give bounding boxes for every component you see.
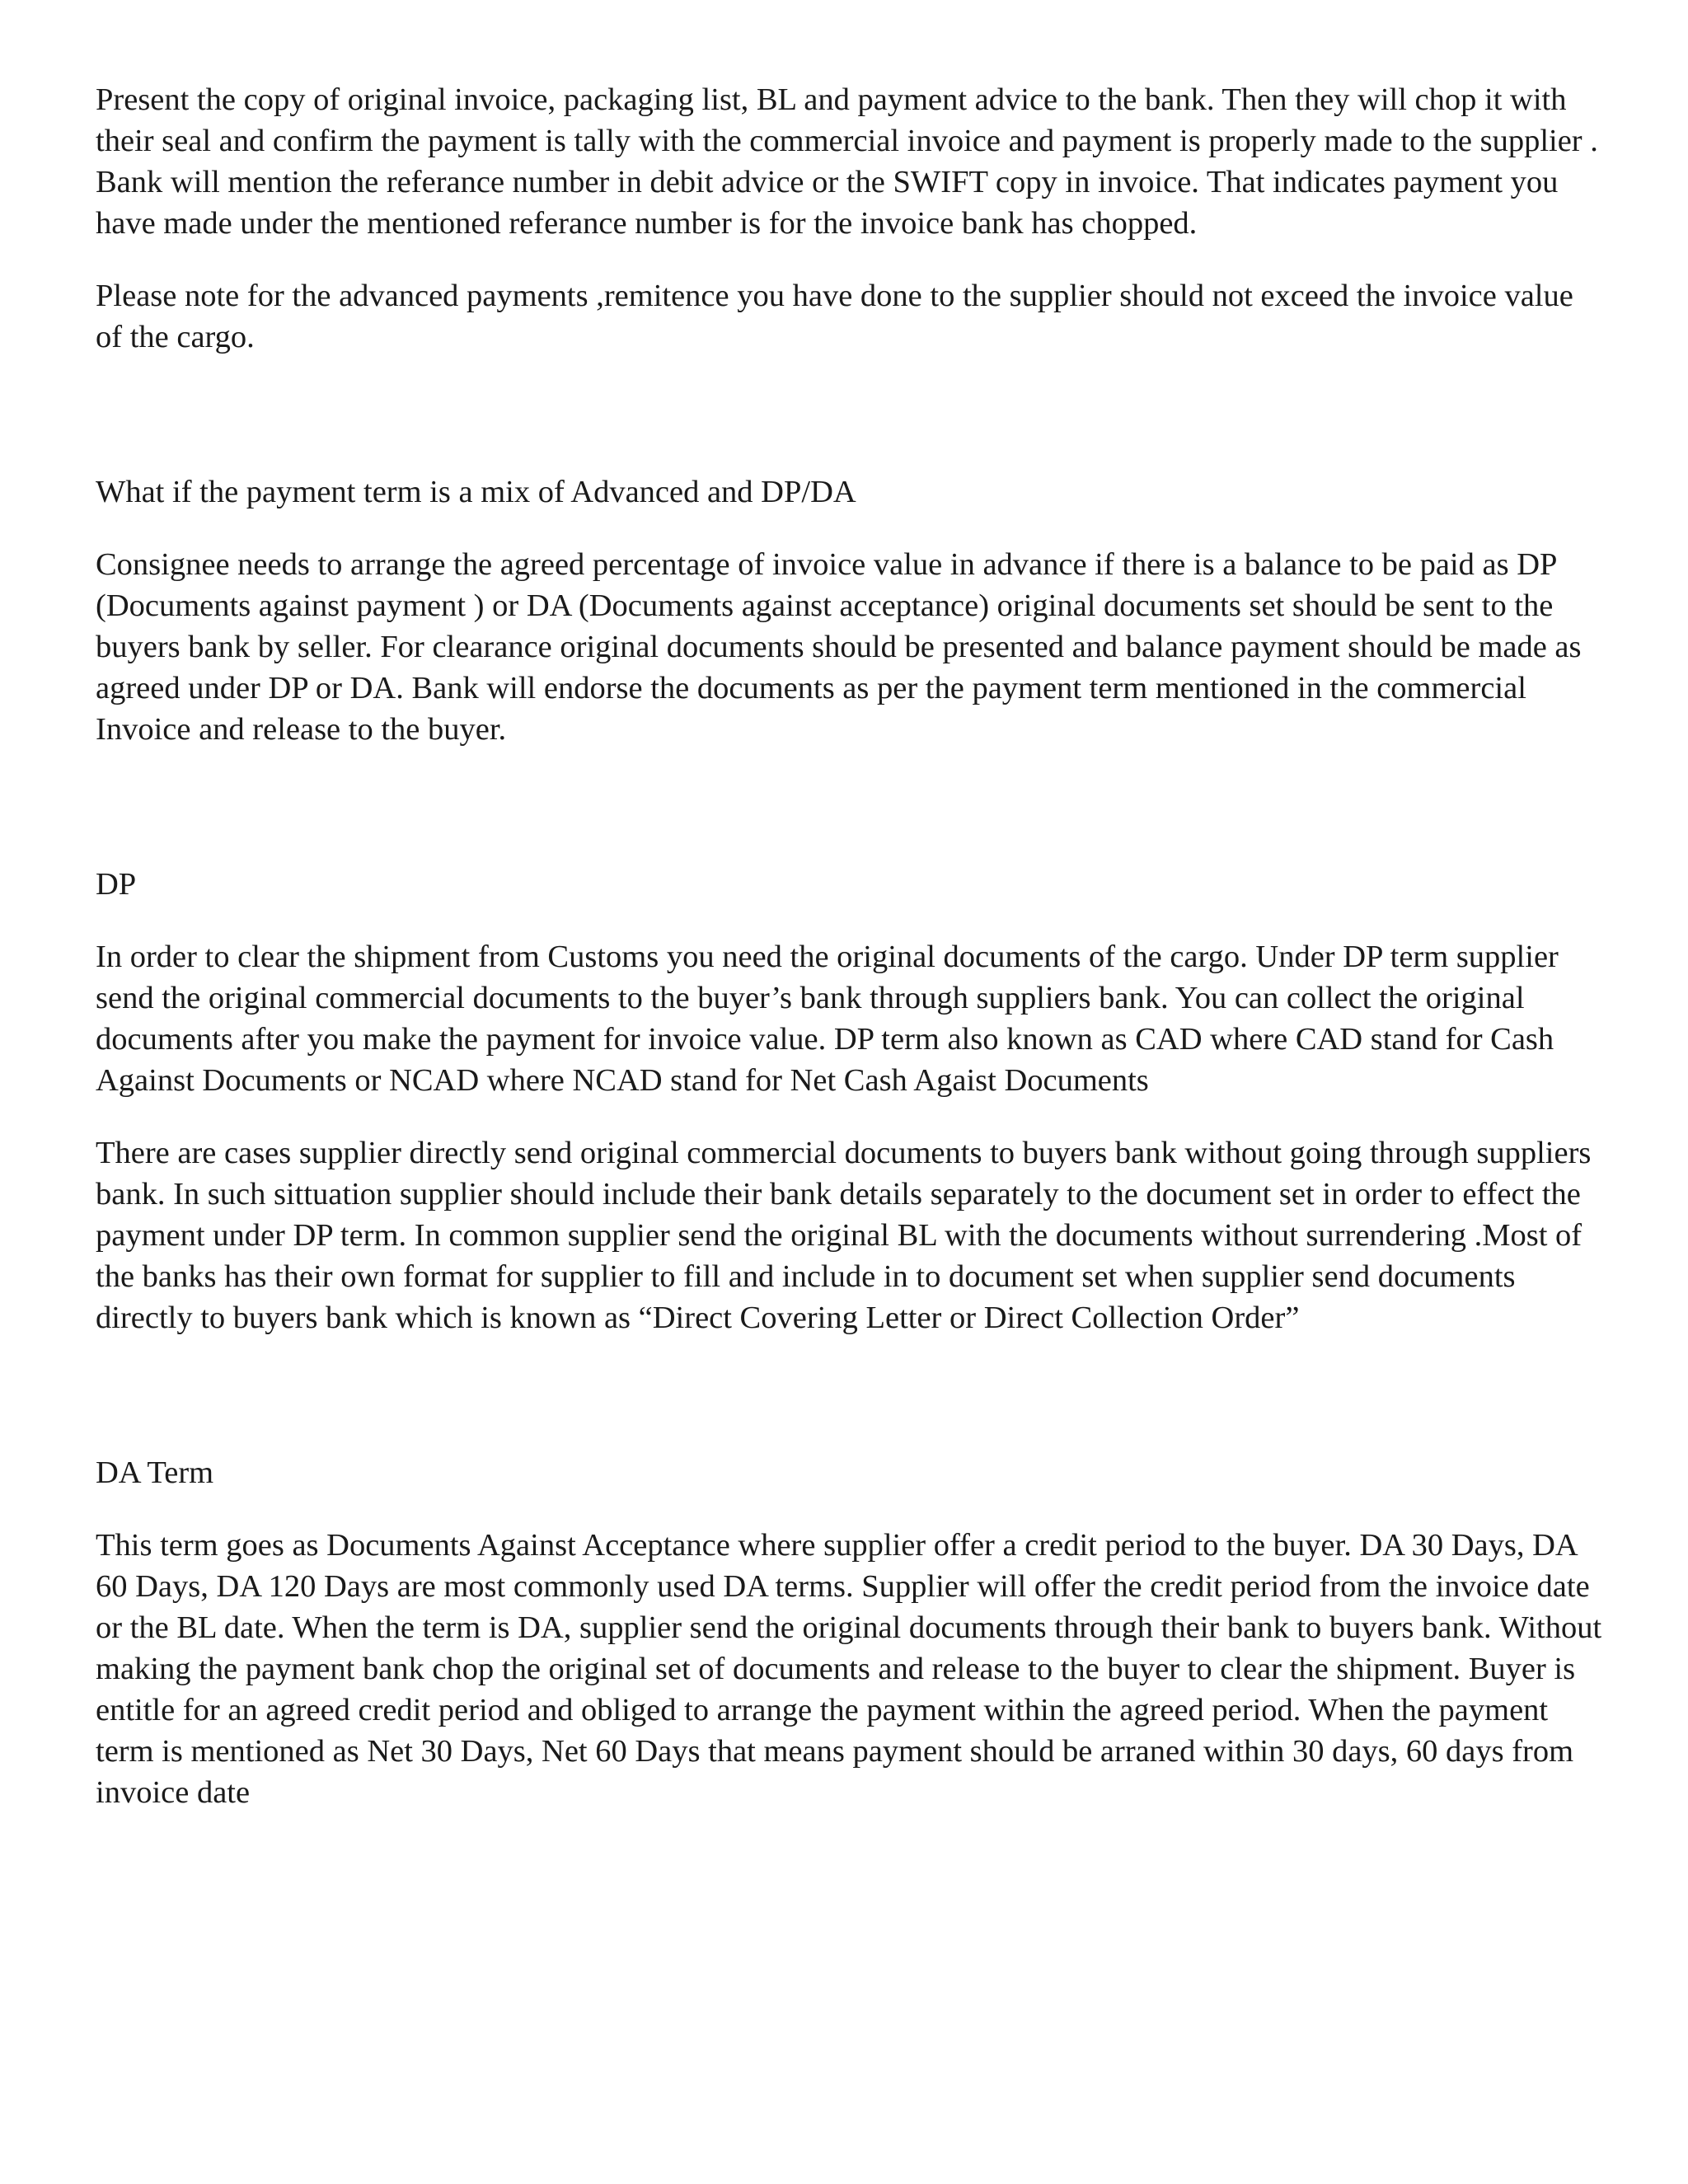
heading-mixed-payment-term: What if the payment term is a mix of Advanced and DP/DA <box>96 475 856 509</box>
document-page <box>96 79 1604 1813</box>
paragraph-advanced-payments-note: Please note for the advanced payments ,remitence you have done to the supplier should not exceed the invoice value of the cargo. <box>96 279 1573 354</box>
paragraph-direct-send: There are cases supplier directly send original commercial documents to buyers bank without going through suppliers bank. In such sittuation supplier should include their bank details separately to the document set in order to effect the payment under DP term. In common supplier send the original BL with the documents without surrendering .Most of the banks has their own format for supplier to fill and include in to document set when supplier send documents directly to buyers bank which is known as “Direct Covering Letter or Direct Collection Order” <box>96 1136 1592 1335</box>
heading-da-term: DA Term <box>96 1455 214 1490</box>
spacer <box>96 905 1604 936</box>
spacer <box>96 513 1604 544</box>
paragraph-presenting-documents: Present the copy of original invoice, packaging list, BL and payment advice to the bank. Then they will chop it with their seal and confirm the payment is tally with the commercial invoice and payment is properly made to the supplier . Bank will mention the referance number in debit advice or the SWIFT copy in invoice. That indicates payment you have made under the mentioned referance number is for the invoice bank has chopped. <box>96 82 1598 241</box>
paragraph-consignee-arrangement: Consignee needs to arrange the agreed percentage of invoice value in advance if there is a balance to be paid as DP (Documents against payment ) or DA (Documents against acceptance) original documents set should be sent to the buyers bank by seller. For clearance original documents should be presented and balance payment should be made as agreed under DP or DA. Bank will endorse the documents as per the payment term mentioned in the commercial Invoice and release to the buyer. <box>96 547 1582 747</box>
heading-dp: DP <box>96 867 137 902</box>
spacer <box>96 1101 1604 1132</box>
paragraph-dp-clearance: In order to clear the shipment from Customs you need the original documents of the cargo. Under DP term supplier send the original commercial documents to the buyer’s bank through suppliers bank. You can collect the original documents after you make the payment for invoice value. DP term also known as CAD where CAD stand for Cash Against Documents or NCAD where NCAD stand for Net Cash Agaist Documents <box>96 940 1559 1098</box>
spacer <box>96 1338 1604 1452</box>
paragraph-da-term-description: This term goes as Documents Against Acceptance where supplier offer a credit period to the buyer. DA 30 Days, DA 60 Days, DA 120 Days are most commonly used DA terms. Supplier will offer the credit period from the invoice date or the BL date. When the term is DA, supplier send the original documents through their bank to buyers bank. Without making the payment bank chop the original set of documents and release to the buyer to clear the shipment. Buyer is entitle for an agreed credit period and obliged to arrange the payment within the agreed period. When the payment term is mentioned as Net 30 Days, Net 60 Days that means payment should be arraned within 30 days, 60 days from invoice date <box>96 1528 1602 1810</box>
spacer <box>96 244 1604 275</box>
spacer <box>96 1493 1604 1525</box>
spacer <box>96 358 1604 471</box>
spacer <box>96 750 1604 864</box>
